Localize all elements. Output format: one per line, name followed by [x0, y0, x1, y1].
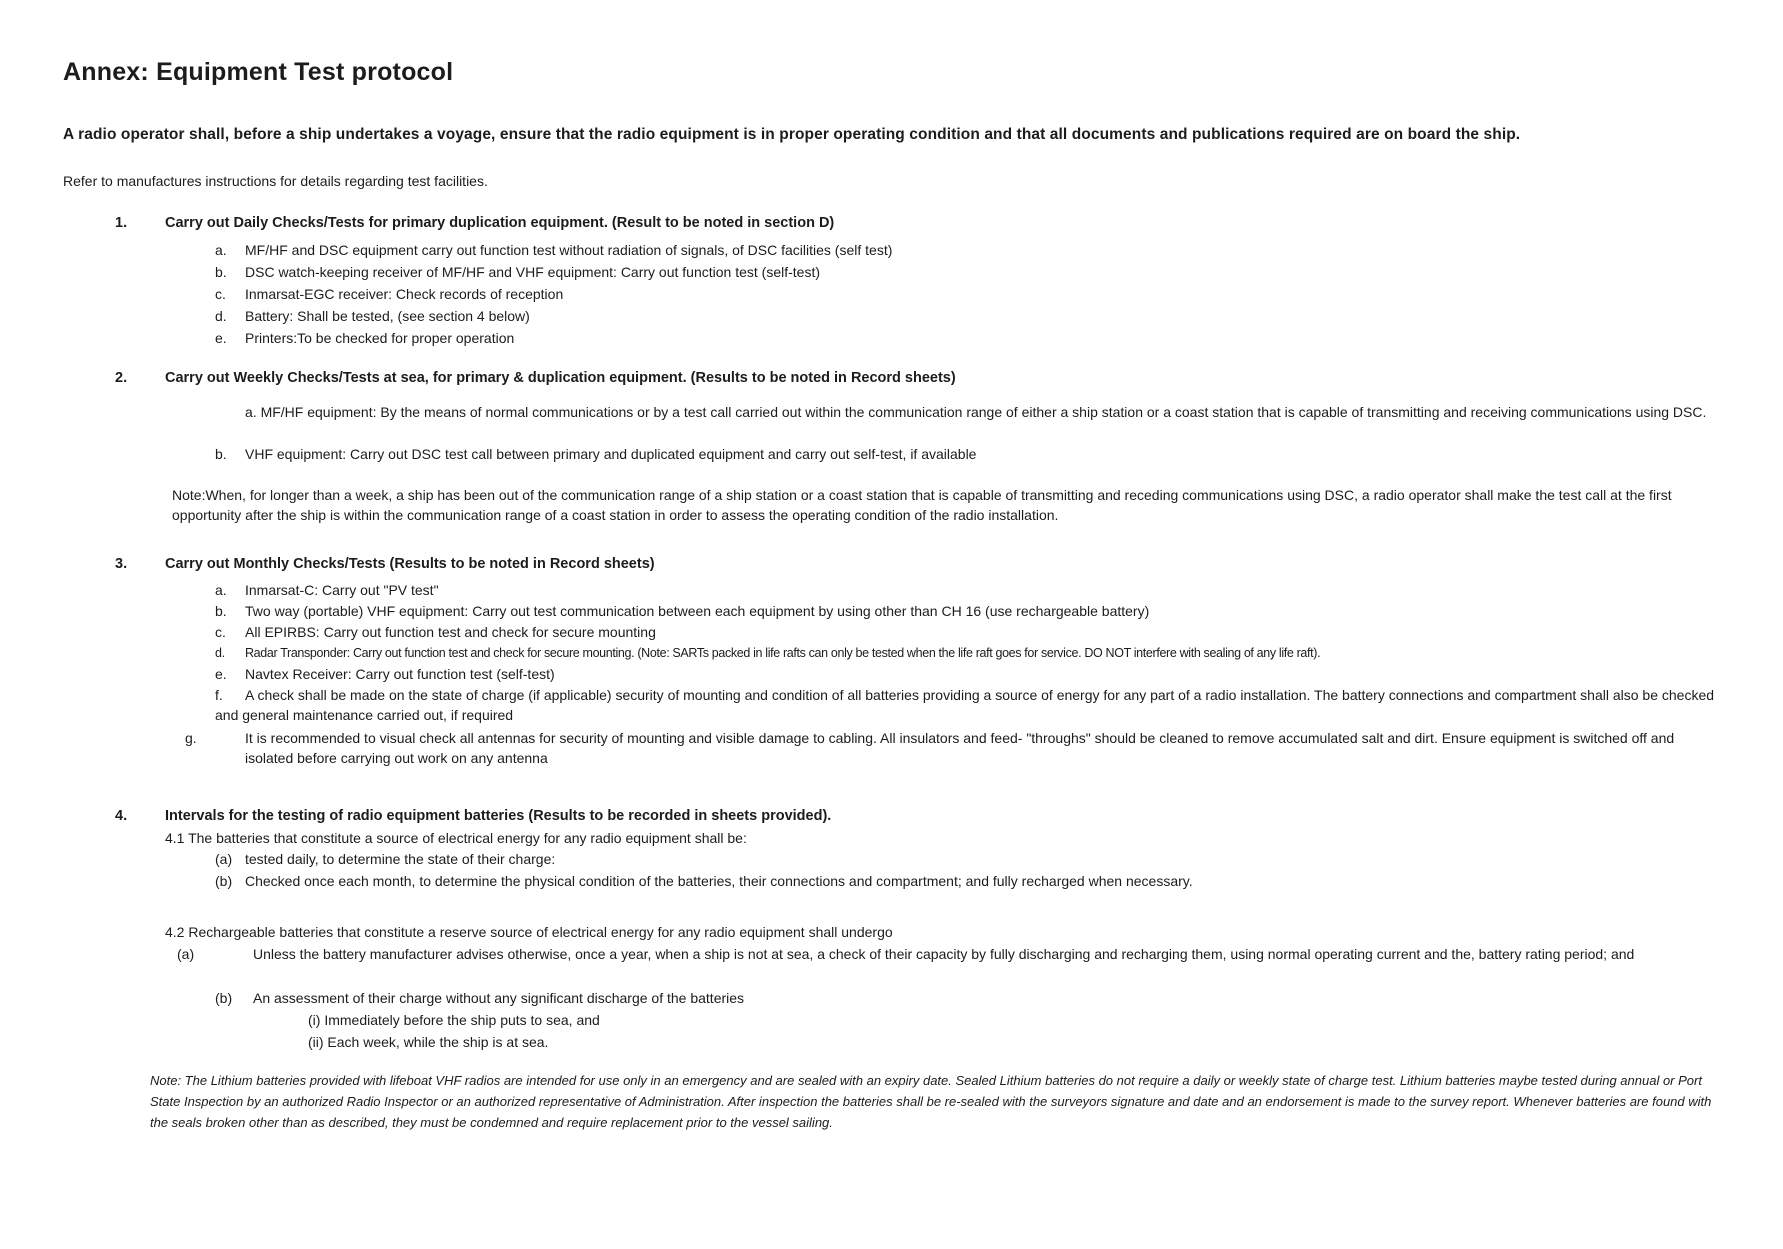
sub-item: (i) Immediately before the ship puts to sea, and	[308, 1012, 600, 1028]
refer-note: Refer to manufactures instructions for details regarding test facilities.	[63, 173, 488, 189]
list-item: f. A check shall be made on the state of charge (if applicable) security of mounting and condition of all batteries providing a source of energy for any part of a radio installation. The battery connections and compartment shall also be checked and general maintenance carried out, if required	[215, 687, 1715, 723]
list-item: c. Inmarsat-EGC receiver: Check records of reception	[215, 286, 564, 302]
paragraph-4-2: 4.2 Rechargeable batteries that constitute a reserve source of electrical energy for any radio equipment shall undergo	[165, 924, 893, 940]
list-item: d. Radar Transponder: Carry out function test and check for secure mounting. (Note: SARTs packed in life rafts can only be tested when the life raft goes for service. DO NOT interfere with sealing of any life raft).	[215, 646, 1321, 660]
section-heading: Carry out Monthly Checks/Tests (Results to be noted in Record sheets)	[165, 556, 655, 572]
section-number: 3.	[115, 556, 128, 572]
section-number: 1.	[115, 215, 128, 231]
list-item: (a) Unless the battery manufacturer advises otherwise, once a year, when a ship is not at sea, a check of their capacity by fully discharging and recharging them, using normal operating current and the, battery rating period; and	[177, 946, 1635, 962]
paragraph-4-1: 4.1 The batteries that constitute a source of electrical energy for any radio equipment shall be:	[165, 830, 747, 846]
section-number: 4.	[115, 808, 128, 824]
list-item: a. Inmarsat-C: Carry out "PV test"	[215, 582, 439, 598]
list-item: e. Printers:To be checked for proper operation	[215, 330, 515, 346]
list-item: b. Two way (portable) VHF equipment: Carry out test communication between each equipment by using other than CH 16 (use rechargeable battery)	[215, 603, 1150, 619]
section-heading: Carry out Daily Checks/Tests for primary duplication equipment. (Result to be noted in section D)	[165, 215, 835, 231]
section-number: 2.	[115, 370, 128, 386]
list-item: c. All EPIRBS: Carry out function test and check for secure mounting	[215, 624, 656, 640]
list-item: b. DSC watch-keeping receiver of MF/HF and VHF equipment: Carry out function test (self-test)	[215, 264, 820, 280]
list-item: b. VHF equipment: Carry out DSC test call between primary and duplicated equipment and carry out self-test, if available	[215, 446, 977, 462]
lithium-battery-note: Note: The Lithium batteries provided with lifeboat VHF radios are intended for use only in an emergency and are sealed with an expiry date. Sealed Lithium batteries do not require a daily or weekly state of charge test. Lithium batteries maybe tested during annual or Port State Inspection by an authorized Radio Inspector or an authorized representative of Administration. After inspection the batteries shall be re-sealed with the surveyors signature and date and an endorsement is made to the survey report. Whenever batteries are found with the seals broken other than as described, they must be condemned and require replacement prior to the vessel sailing.	[150, 1073, 1712, 1130]
section-heading: Carry out Weekly Checks/Tests at sea, for primary & duplication equipment. (Results to be noted in Record sheets)	[165, 370, 956, 386]
section-2-note: Note:When, for longer than a week, a ship has been out of the communication range of a ship station or a coast station that is capable of transmitting and receding communications using DSC, a radio operator shall make the test call at the first opportunity after the ship is within the communication range of a coast station in order to assess the operating condition of the radio installation.	[172, 487, 1672, 523]
list-item: (a) tested daily, to determine the state of their charge:	[215, 851, 556, 867]
list-item: a. MF/HF equipment: By the means of normal communications or by a test call carried out within the communication range of either a ship station or a coast station that is capable of transmitting and receiving communications using DSC.	[245, 404, 1707, 420]
list-item: g. It is recommended to visual check all antennas for security of mounting and visible damage to cabling. All insulators and feed- "throughs" should be cleaned to remove accumulated salt and dirt. Ensure equipment is switched off and isolated before carrying out work on any antenna	[185, 730, 1675, 766]
page-title: Annex: Equipment Test protocol	[63, 58, 454, 86]
list-item: e. Navtex Receiver: Carry out function test (self-test)	[215, 666, 555, 682]
section-heading: Intervals for the testing of radio equipment batteries (Results to be recorded in sheets provided).	[165, 808, 832, 824]
intro-statement: A radio operator shall, before a ship undertakes a voyage, ensure that the radio equipment is in proper operating condition and that all documents and publications required are on board the ship.	[63, 126, 1521, 143]
list-item: d. Battery: Shall be tested, (see section 4 below)	[215, 308, 530, 324]
sub-item: (ii) Each week, while the ship is at sea.	[308, 1034, 549, 1050]
list-item: a. MF/HF and DSC equipment carry out function test without radiation of signals, of DSC facilities (self test)	[215, 242, 893, 258]
list-item: (b) Checked once each month, to determine the physical condition of the batteries, their connections and compartment; and fully recharged when necessary.	[215, 873, 1193, 889]
list-item: (b) An assessment of their charge without any significant discharge of the batteries	[215, 990, 745, 1006]
